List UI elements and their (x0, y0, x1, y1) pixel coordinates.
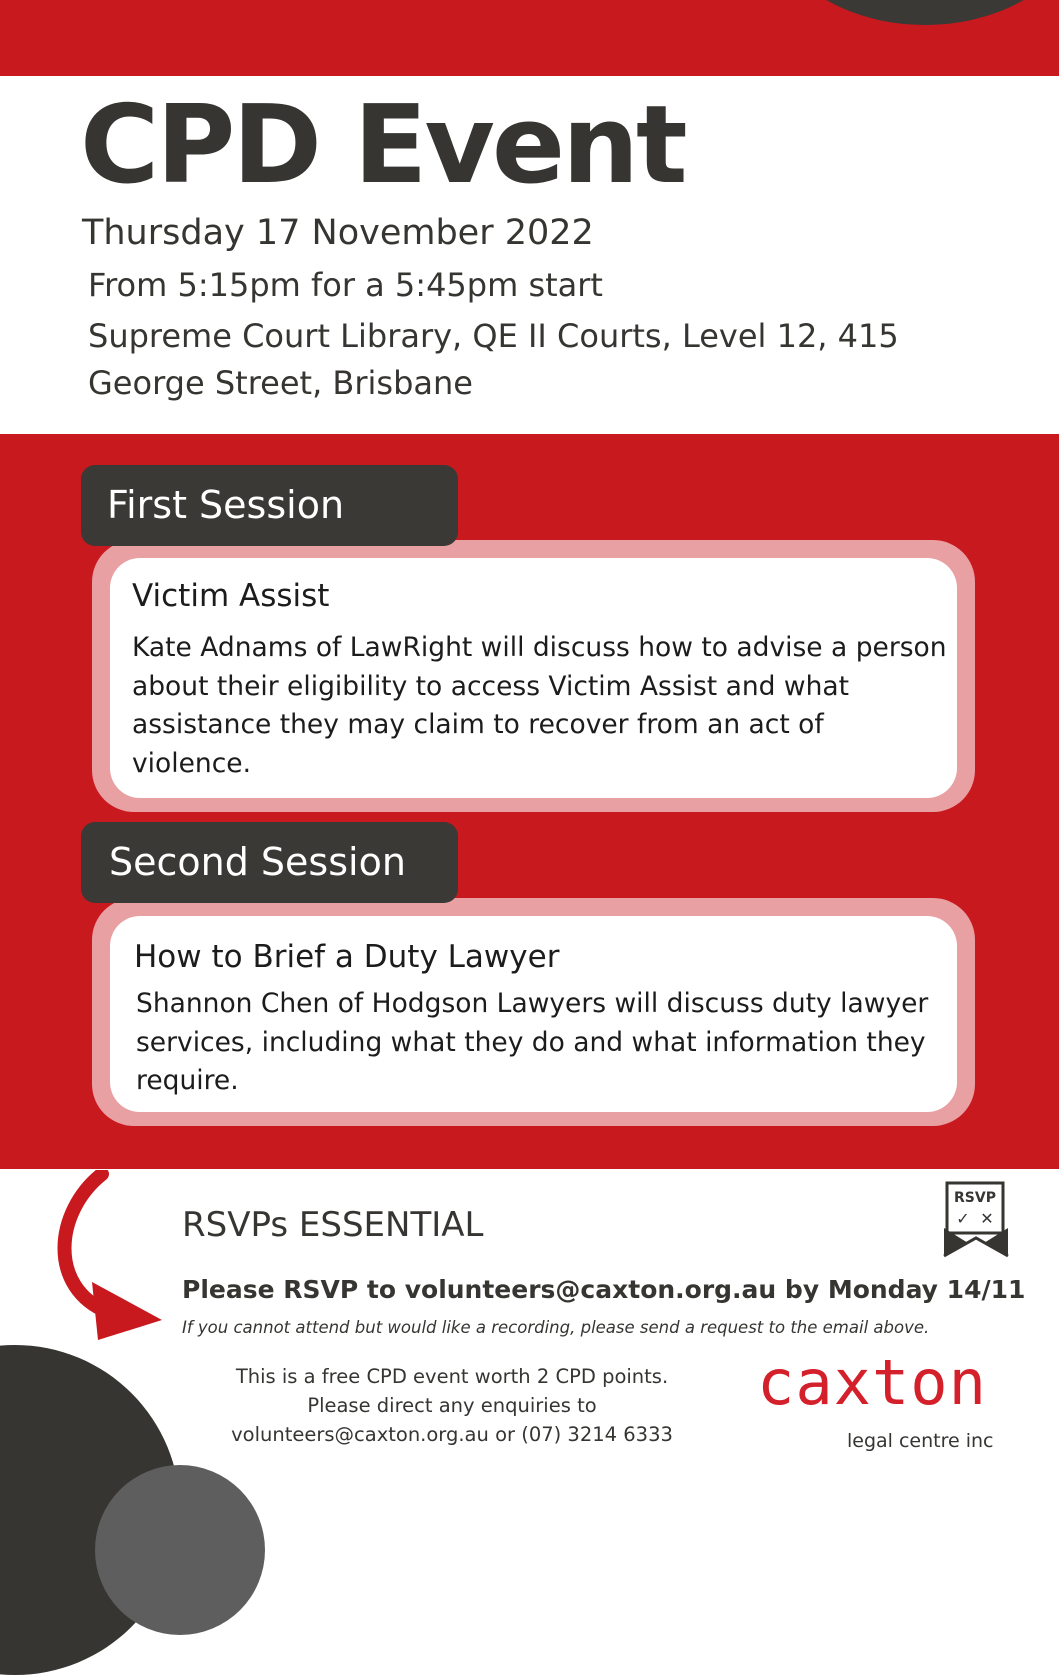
footer-contact: volunteers@caxton.org.au or (07) 3214 6333 (231, 1423, 673, 1446)
footer-line: This is a free CPD event worth 2 CPD points. (235, 1365, 669, 1388)
rsvp-instructions: Please RSVP to volunteers@caxton.org.au by Monday 14/11 (182, 1275, 1026, 1304)
curved-arrow-icon (40, 1170, 170, 1345)
page-title: CPD Event (80, 83, 685, 208)
session-heading-second: How to Brief a Duty Lawyer (134, 939, 560, 975)
rsvp-envelope-icon (941, 1180, 1011, 1260)
event-venue: Supreme Court Library, QE II Courts, Level 12, 415 George Street, Brisbane (88, 317, 899, 402)
session-description-first: Kate Adnams of LawRight will discuss how to advise a person about their eligibility to access Victim Assist and what assistance they may claim to recover from an act of violence. (132, 632, 947, 779)
recording-note: If you cannot attend but would like a recording, please send a request to the email above. (182, 1318, 930, 1337)
decorative-circle-top (765, 0, 1059, 25)
event-time: From 5:15pm for a 5:45pm start (88, 266, 603, 304)
caxton-logo: caxton (757, 1346, 987, 1419)
session-label-second: Second Session (81, 822, 458, 903)
session-description-second: Shannon Chen of Hodgson Lawyers will discuss duty lawyer services, including what they do and what information they require. (136, 988, 929, 1096)
event-date: Thursday 17 November 2022 (82, 213, 594, 253)
top-banner (0, 0, 1059, 76)
rsvp-icon-label: RSVP (954, 1190, 996, 1206)
svg-text:✓: ✓ (956, 1209, 970, 1228)
rsvp-heading: RSVPs ESSENTIAL (182, 1205, 484, 1245)
session-heading-first: Victim Assist (132, 578, 330, 614)
session-label-first: First Session (81, 465, 458, 546)
footer-info (200, 1362, 704, 1449)
footer-line: Please direct any enquiries to (307, 1394, 597, 1417)
svg-text:✕: ✕ (980, 1209, 994, 1228)
caxton-logo-subtitle: legal centre inc (847, 1430, 994, 1452)
decorative-circle-bottom-small (95, 1465, 265, 1635)
